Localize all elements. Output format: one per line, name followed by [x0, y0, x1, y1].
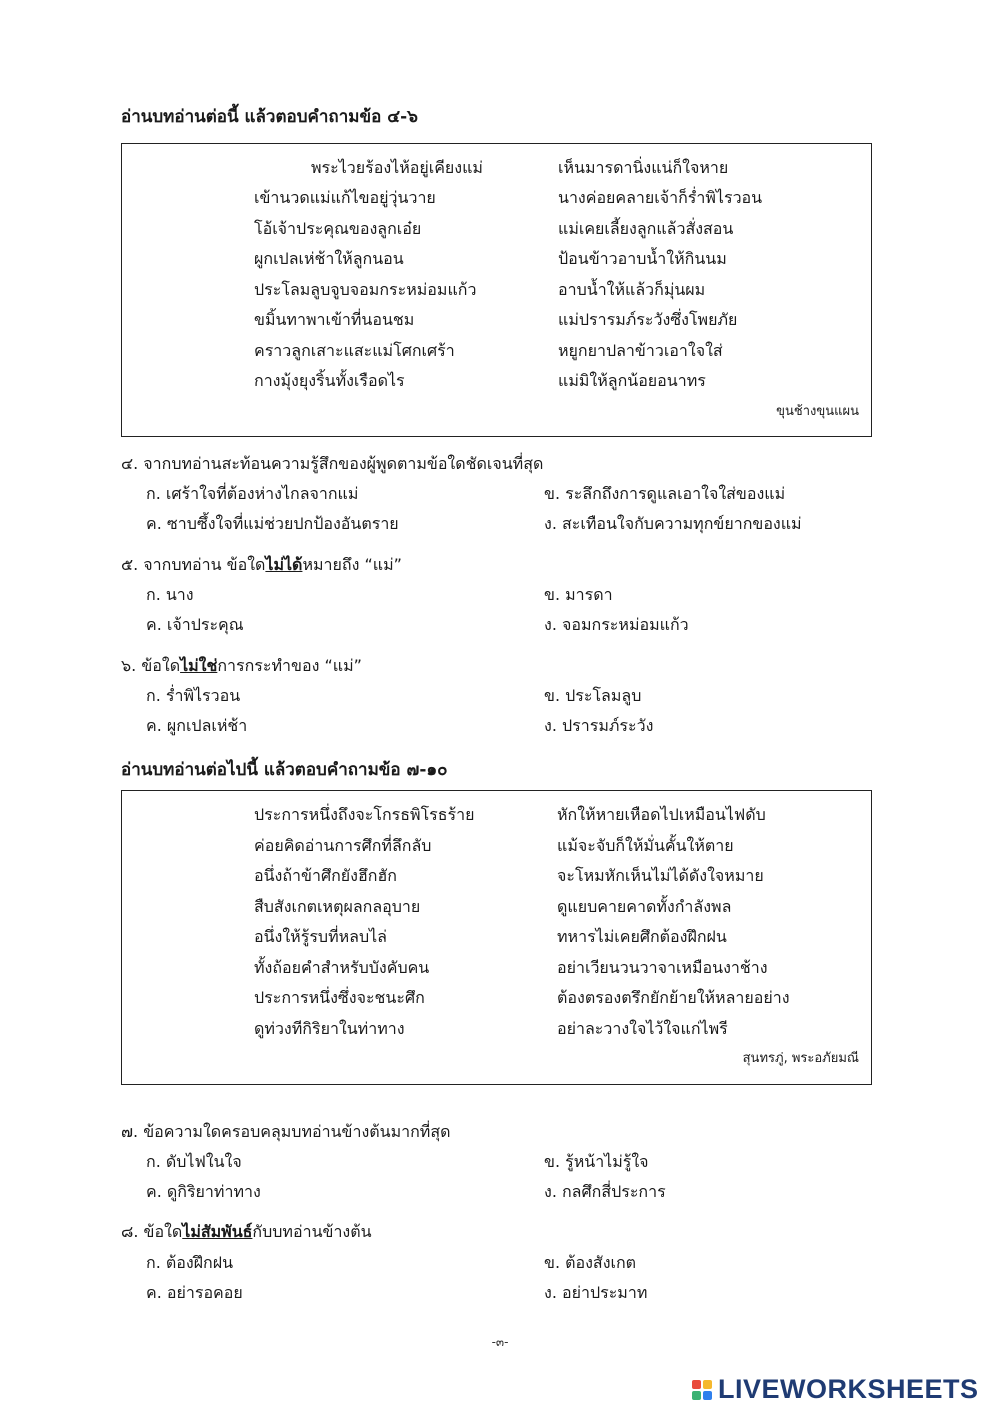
q4-option-a[interactable]: ก. เศร้าใจที่ต้องห่างไกลจากแม่ — [146, 484, 359, 503]
poem-box-2 — [121, 790, 872, 1085]
poem2-line-7a: ประการหนึ่งซึ่งจะชนะศึก — [254, 988, 425, 1007]
q5-option-a[interactable]: ก. นาง — [146, 585, 194, 604]
poem1-line-1a: พระไวยร้องไห้อยู่เคียงแม่ — [311, 158, 483, 177]
q6-option-a[interactable]: ก. ร่ำพิไรวอน — [146, 686, 241, 705]
liveworksheets-brand — [692, 1374, 979, 1405]
q6-option-b[interactable]: ข. ประโลมลูบ — [544, 686, 642, 705]
poem-box-1 — [121, 143, 872, 437]
q5-post: หมายถึง “แม่” — [302, 555, 402, 574]
poem2-line-3b: จะโหมหักเห็นไม่ได้ดังใจหมาย — [557, 866, 764, 885]
page-number: -๓- — [491, 1335, 509, 1349]
brand-name: LIVEWORKSHEETS — [718, 1374, 979, 1404]
poem2-line-8b: อย่าละวางใจไว้ใจแก่ไพรี — [557, 1019, 728, 1038]
q5-option-d[interactable]: ง. จอมกระหม่อมแก้ว — [544, 615, 689, 634]
q7-option-a[interactable]: ก. ดับไฟในใจ — [146, 1152, 242, 1171]
poem2-line-5a: อนึ่งให้รู้รบที่หลบไล่ — [254, 927, 387, 946]
poem2-line-1a: ประการหนึ่งถึงจะโกรธพิโรธร้าย — [254, 805, 475, 824]
q8-pre: ๘. ข้อใด — [121, 1222, 183, 1241]
poem2-line-6b: อย่าเวียนวนวาจาเหมือนงาช้าง — [557, 958, 768, 977]
question-7-text: ๗. ข้อความใดครอบคลุมบทอ่านข้างต้นมากที่สุด — [121, 1122, 451, 1141]
q8-post: กับบทอ่านข้างต้น — [252, 1222, 372, 1241]
q5-emphasis: ไม่ได้ — [265, 555, 303, 574]
q7-option-d[interactable]: ง. กลศึกสี่ประการ — [544, 1182, 666, 1201]
poem1-line-8b: แม่มิให้ลูกน้อยอนาทร — [558, 371, 706, 390]
q6-post: การกระทำของ “แม่” — [217, 656, 362, 675]
poem2-line-2b: แม้จะจับก็ให้มั่นคั้นให้ตาย — [557, 836, 734, 855]
poem2-line-3a: อนึ่งถ้าข้าศึกยังฮึกฮัก — [254, 866, 397, 885]
logo-square-2 — [703, 1380, 712, 1389]
question-4-text: ๔. จากบทอ่านสะท้อนความรู้สึกของผู้พูดตามข้อใดชัดเจนที่สุด — [121, 454, 544, 473]
logo-square-4 — [703, 1391, 712, 1400]
q6-pre: ๖. ข้อใด — [121, 656, 181, 675]
question-6-text — [121, 656, 362, 676]
poem1-line-2a: เข้านวดแม่แก้ไขอยู่วุ่นวาย — [254, 188, 436, 207]
q4-option-d[interactable]: ง. สะเทือนใจกับความทุกข์ยากของแม่ — [544, 514, 802, 533]
q5-pre: ๕. จากบทอ่าน ข้อใด — [121, 555, 266, 574]
q5-option-c[interactable]: ค. เจ้าประคุณ — [146, 615, 244, 634]
q6-option-d[interactable]: ง. ปรารมภ์ระวัง — [544, 716, 654, 735]
q8-option-d[interactable]: ง. อย่าประมาท — [544, 1283, 648, 1302]
poem1-line-7a: คราวลูกเสาะแสะแม่โศกเศร้า — [254, 341, 455, 360]
liveworksheets-logo-icon — [692, 1380, 712, 1400]
poem2-line-1b: หักให้หายเหือดไปเหมือนไฟดับ — [557, 805, 766, 824]
q4-option-b[interactable]: ข. ระลึกถึงการดูแลเอาใจใส่ของแม่ — [544, 484, 786, 503]
poem2-line-4a: สืบสังเกตเหตุผลกลอุบาย — [254, 897, 421, 916]
poem2-line-7b: ต้องตรองตรึกยักย้ายให้หลายอย่าง — [557, 988, 790, 1007]
poem1-line-4b: ป้อนข้าวอาบน้ำให้กินนม — [558, 249, 727, 268]
logo-square-1 — [692, 1380, 701, 1389]
q7-option-c[interactable]: ค. ดูกิริยาท่าทาง — [146, 1182, 261, 1201]
poem1-source: ขุนช้างขุนแผน — [776, 404, 859, 419]
poem1-line-3b: แม่เคยเลี้ยงลูกแล้วสั่งสอน — [558, 219, 734, 238]
question-8-text — [121, 1222, 372, 1242]
poem2-line-8a: ดูท่วงทีกิริยาในท่าทาง — [254, 1019, 405, 1038]
poem1-line-2b: นางค่อยคลายเจ้าก็ร่ำพิไรวอน — [558, 188, 763, 207]
poem2-line-5b: ทหารไม่เคยศึกต้องฝึกฝน — [557, 927, 727, 946]
poem1-line-3a: โอ้เจ้าประคุณของลูกเอ๋ย — [254, 219, 422, 238]
poem2-line-6a: ทั้งถ้อยคำสำหรับบังคับคน — [254, 958, 430, 977]
poem1-line-6b: แม่ปรารมภ์ระวังซึ่งโพยภัย — [558, 310, 738, 329]
question-5-text — [121, 555, 402, 575]
q4-option-c[interactable]: ค. ซาบซึ้งใจที่แม่ช่วยปกป้องอันตราย — [146, 514, 399, 533]
q8-option-c[interactable]: ค. อย่ารอคอย — [146, 1283, 243, 1302]
poem1-line-1b: เห็นมารดานิ่งแน่ก็ใจหาย — [558, 158, 729, 177]
poem1-line-7b: หยูกยาปลาข้าวเอาใจใส่ — [558, 341, 723, 360]
section1-heading: อ่านบทอ่านต่อนี้ แล้วตอบคำถามข้อ ๔-๖ — [121, 107, 418, 127]
poem1-line-8a: กางมุ้งยุงริ้นทั้งเรือดไร — [254, 371, 405, 390]
q6-emphasis: ไม่ใช่ — [180, 656, 218, 675]
q7-option-b[interactable]: ข. รู้หน้าไม่รู้ใจ — [544, 1152, 649, 1171]
poem1-line-4a: ผูกเปลเห่ช้าให้ลูกนอน — [254, 249, 404, 268]
q8-emphasis: ไม่สัมพันธ์ — [182, 1222, 253, 1241]
q8-option-b[interactable]: ข. ต้องสังเกต — [544, 1253, 637, 1272]
q8-option-a[interactable]: ก. ต้องฝึกฝน — [146, 1253, 234, 1272]
q5-option-b[interactable]: ข. มารดา — [544, 585, 613, 604]
poem2-line-2a: ค่อยคิดอ่านการศึกที่ลึกลับ — [254, 836, 432, 855]
poem1-line-6a: ขมิ้นทาพาเข้าที่นอนชม — [254, 310, 415, 329]
section2-heading: อ่านบทอ่านต่อไปนี้ แล้วตอบคำถามข้อ ๗-๑๐ — [121, 760, 448, 780]
poem2-source: สุนทรภู่, พระอภัยมณี — [742, 1051, 859, 1066]
poem1-line-5b: อาบน้ำให้แล้วก็มุ่นผม — [558, 280, 706, 299]
q6-option-c[interactable]: ค. ผูกเปลเห่ช้า — [146, 716, 248, 735]
logo-square-3 — [692, 1391, 701, 1400]
poem1-line-5a: ประโลมลูบจูบจอมกระหม่อมแก้ว — [254, 280, 477, 299]
poem2-line-4b: ดูแยบคายคาดทั้งกำลังพล — [557, 897, 732, 916]
